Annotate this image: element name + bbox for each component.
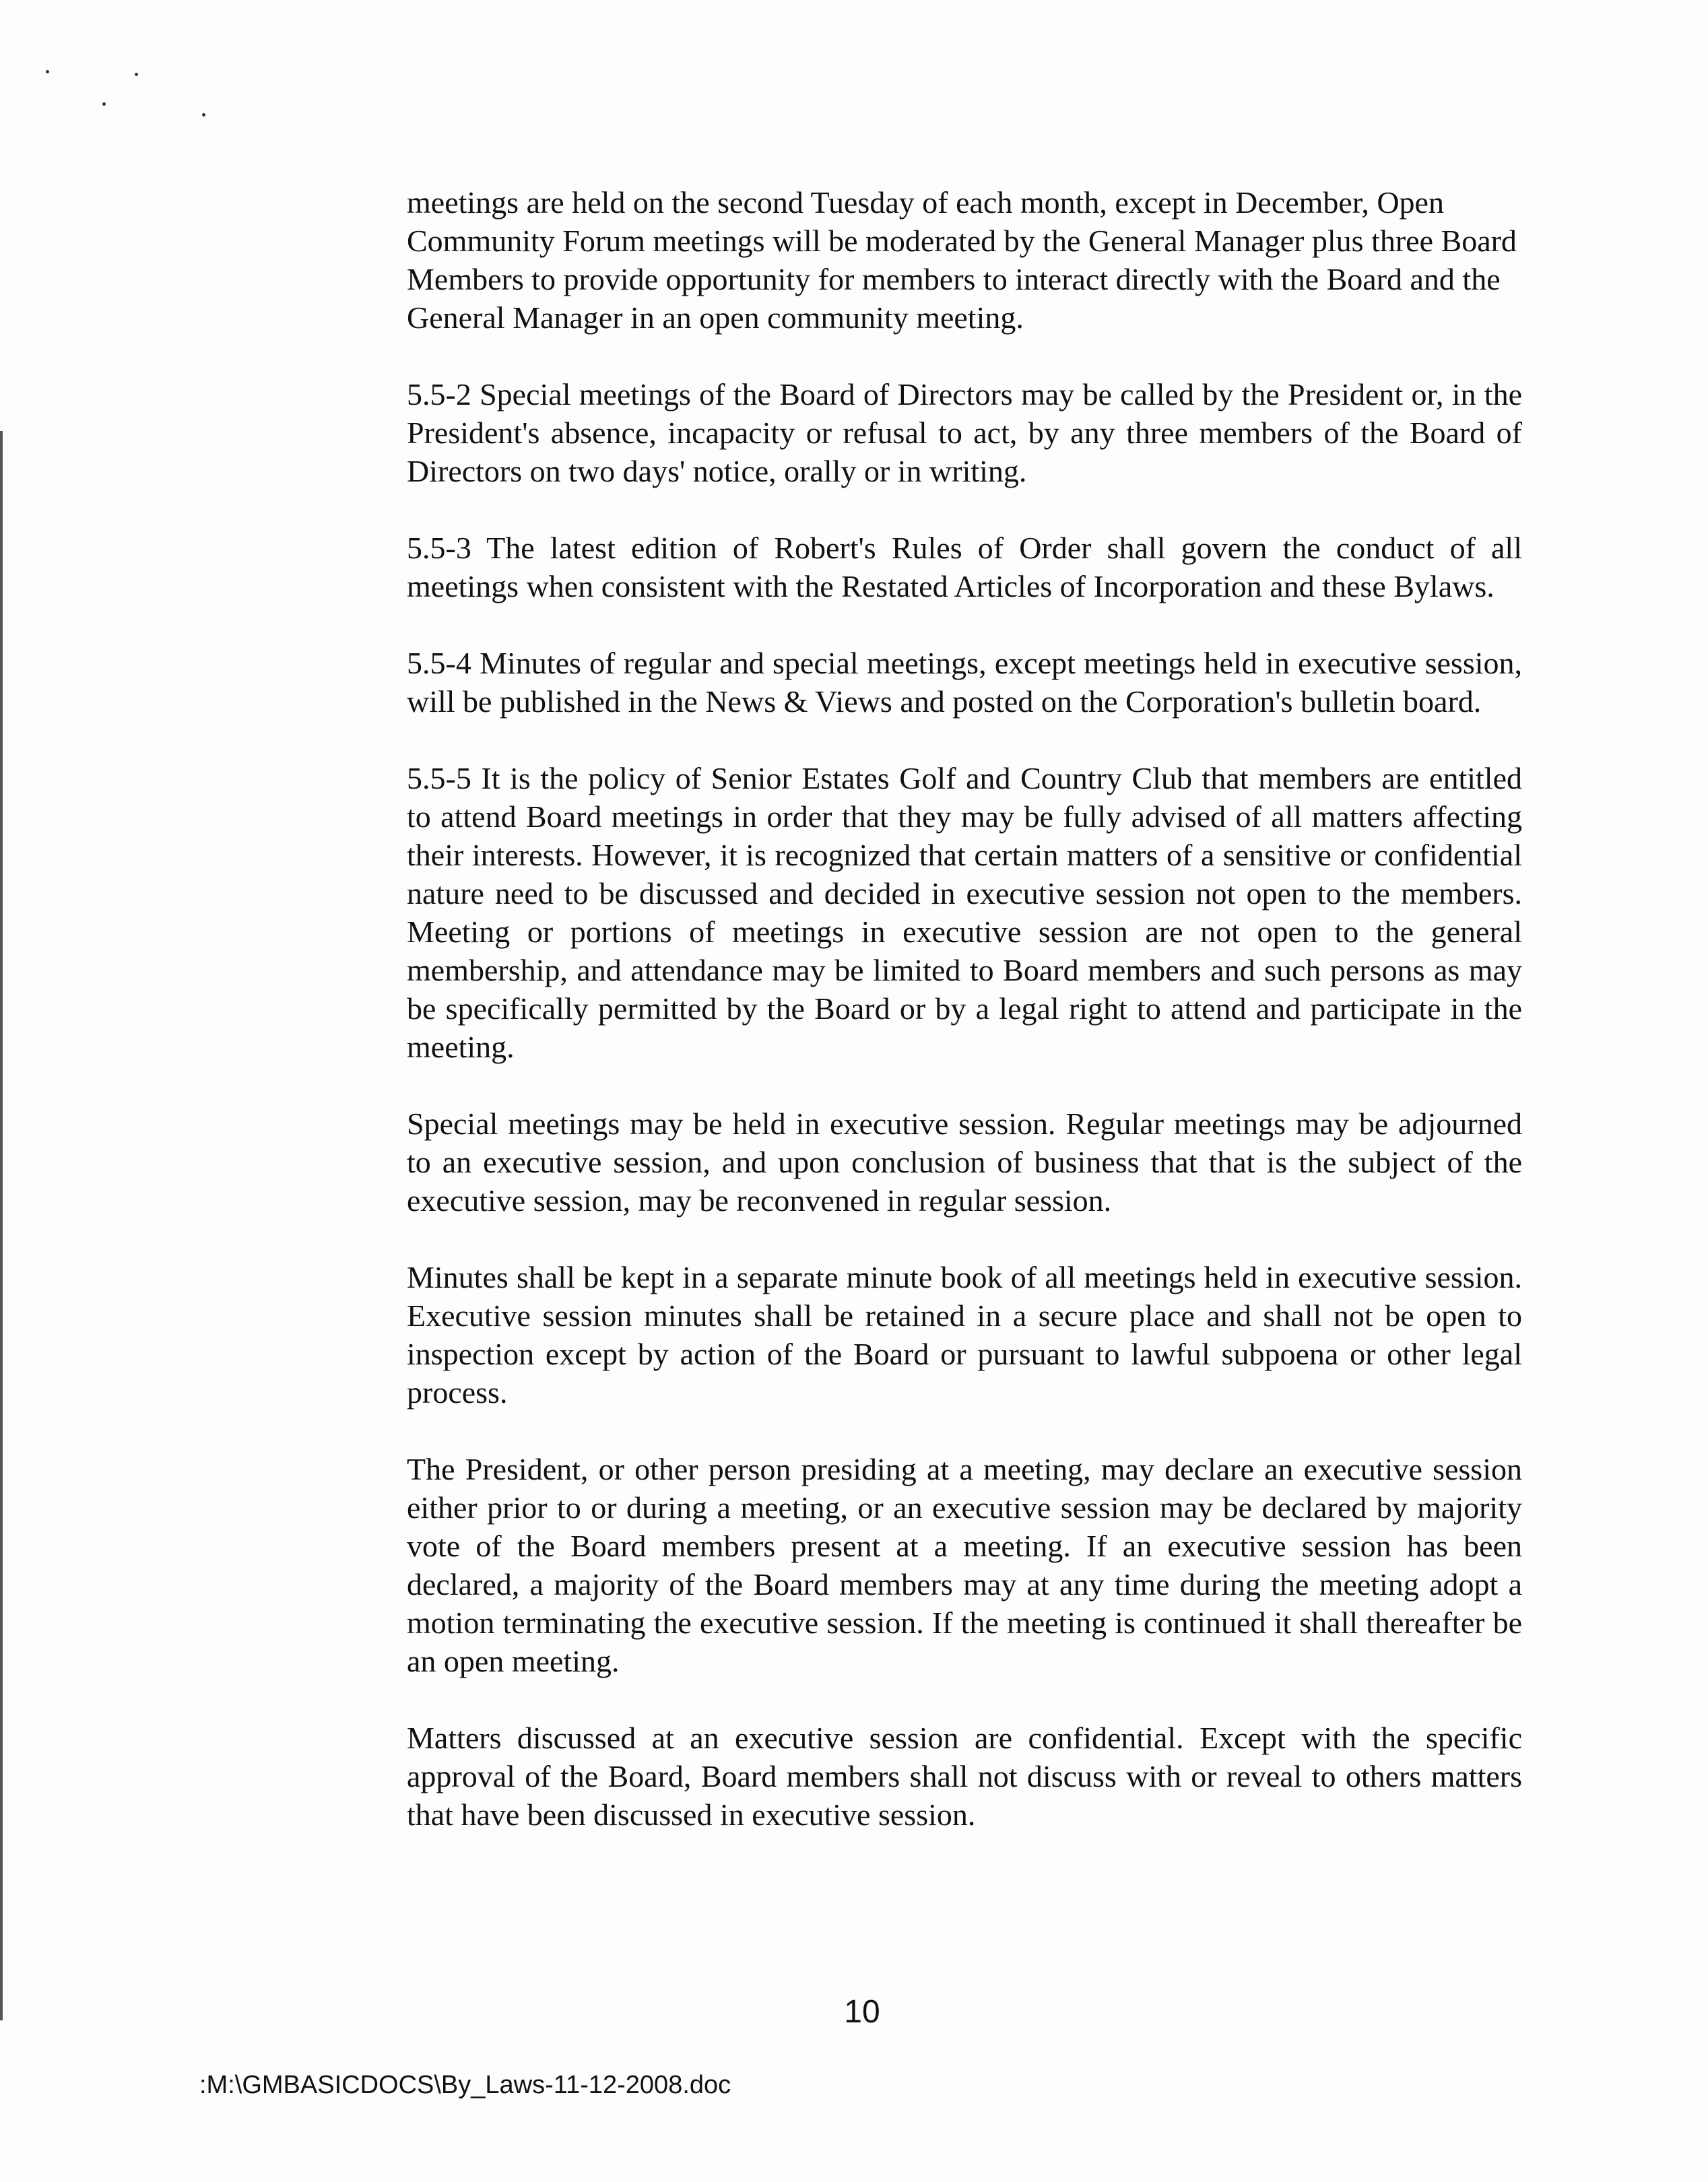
- footer-file-path: :M:\GMBASICDOCS\By_Laws-11-12-2008.doc: [199, 2071, 731, 2099]
- paragraph-special-meetings-executive: Special meetings may be held in executive session. Regular meetings may be adjourned to an executive session, and upon conclusion of business that that is the subject of the executive session, may be reconvened in regular session.: [407, 1106, 1522, 1218]
- scan-edge-line: [0, 431, 3, 2020]
- paragraph-executive-minutes: Minutes shall be kept in a separate minute book of all meetings held in executive session. Executive session minutes shall be retained in a secure place and shall not be open to inspection except by action of the Board or pursuant to lawful subpoena or other legal process.: [407, 1260, 1522, 1410]
- paragraph-5-5-5-attendance-policy: 5.5-5 It is the policy of Senior Estates Golf and Country Club that members are entitled to attend Board meetings in order that they may be fully advised of all matters affecting their interests. However, it is recognized that certain matters of a sensitive or confidential nature need to be discussed and decided in executive session not open to the members. Meeting or portions of meetings in executive session are not open to the general membership, and attendance may be limited to Board members and such persons as may be specifically permitted by the Board or by a legal right to attend and participate in the meeting.: [407, 761, 1522, 1064]
- paragraph-5-5-4-minutes: 5.5-4 Minutes of regular and special meetings, except meetings held in executive session, will be published in the News & Views and posted on the Corporation's bulletin board.: [407, 646, 1522, 719]
- paragraph-declare-executive-session: The President, or other person presiding at a meeting, may declare an executive session either prior to or during a meeting, or an executive session may be declared by majority vote of the Board members present at a meeting. If an executive session has been declared, a majority of the Board members may at any time during the meeting adopt a motion terminating the executive session. If the meeting is continued it shall thereafter be an open meeting.: [407, 1452, 1522, 1678]
- paragraph-5-5-3-roberts-rules: 5.5-3 The latest edition of Robert's Rules of Order shall govern the conduct of all meetings when consistent with the Restated Articles of Incorporation and these Bylaws.: [407, 531, 1522, 603]
- scan-speck: [135, 73, 138, 76]
- paragraph-meetings-schedule: meetings are held on the second Tuesday of each month, except in December, Open Community Forum meetings will be moderated by the General Manager plus three Board Members to provide opportunity for members to interact directly with the Board and the General Manager in an open community meeting.: [407, 185, 1517, 335]
- paragraph-confidential-matters: Matters discussed at an executive session are confidential. Except with the specific approval of the Board, Board members shall not discuss with or reveal to others matters that have been discussed in executive session.: [407, 1721, 1522, 1832]
- document-body: [407, 183, 1522, 1872]
- scan-speck: [102, 102, 106, 106]
- paragraph-5-5-2-special-meetings: 5.5-2 Special meetings of the Board of Directors may be called by the President or, in the President's absence, incapacity or refusal to act, by any three members of the Board of Directors on two days' notice, orally or in writing.: [407, 377, 1522, 488]
- scan-speck: [46, 70, 49, 73]
- page-number: 10: [844, 1994, 880, 2030]
- scan-speck: [202, 113, 205, 117]
